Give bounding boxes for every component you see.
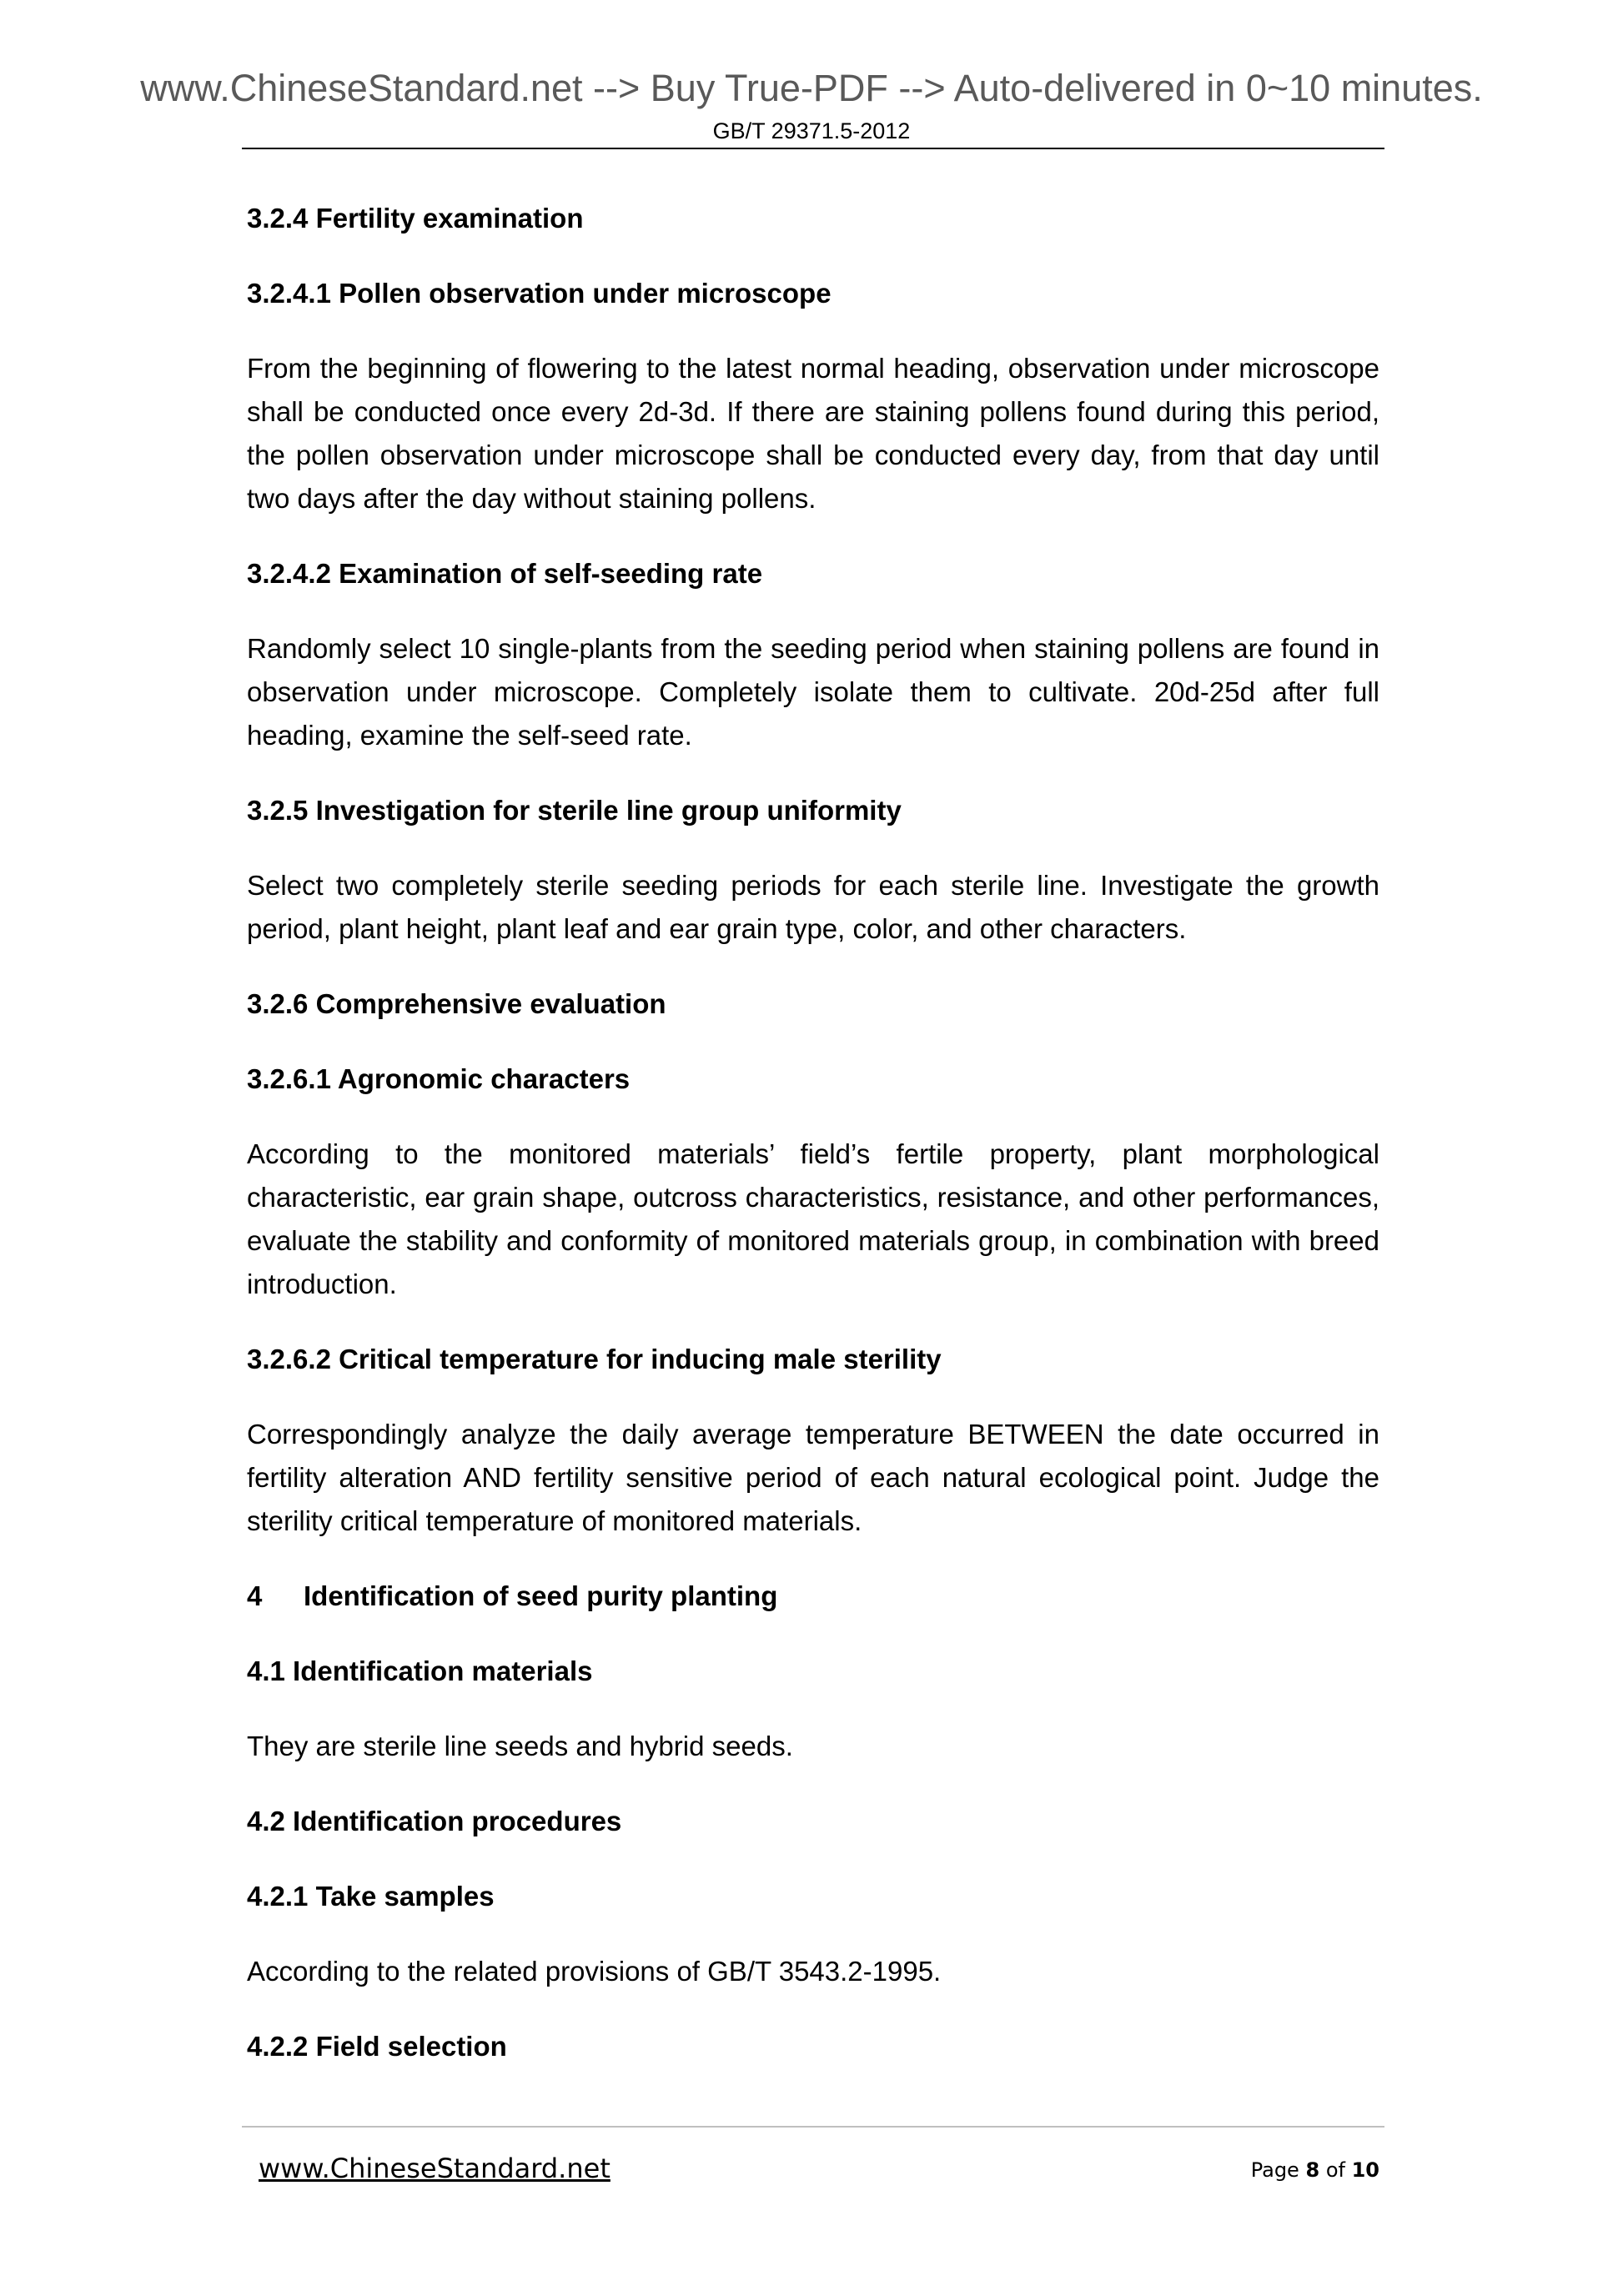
page-indicator: [1251, 2157, 1379, 2183]
paragraph-4-1: They are sterile line seeds and hybrid seeds.: [247, 1731, 793, 1761]
footer-site-link[interactable]: www.ChineseStandard.net: [259, 2153, 611, 2184]
paragraph-3-2-6-2: Correspondingly analyze the daily average temperature BETWEEN the date occurred in fertility alteration AND fertility sensitive period of each natural ecological point. Judge the sterility critical temperature of monitored materials.: [247, 1419, 1379, 1536]
top-banner-link[interactable]: www.ChineseStandard.net --> Buy True-PDF --> Auto-delivered in 0~10 minutes.: [140, 67, 1483, 109]
paragraph-3-2-6-1: According to the monitored materials’ field’s fertile property, plant morphological characteristic, ear grain shape, outcross characteristics, resistance, and other performances, evaluate the stability and conformity of monitored materials group, in combination with breed introduction.: [247, 1138, 1379, 1299]
section-number: 4: [247, 1580, 263, 1611]
heading-3-2-6-2: 3.2.6.2 Critical temperature for inducing male sterility: [247, 1344, 942, 1374]
footer-divider: [242, 2126, 1384, 2128]
heading-3-2-4-1: 3.2.4.1 Pollen observation under microscope: [247, 278, 832, 309]
paragraph-3-2-5: Select two completely sterile seeding periods for each sterile line. Investigate the growth period, plant height, plant leaf and ear grain type, color, and other characters.: [247, 870, 1379, 944]
page-of: of: [1325, 2158, 1345, 2182]
header-divider: [242, 148, 1384, 149]
document-body: [247, 197, 1379, 2100]
heading-4-2-2: 4.2.2 Field selection: [247, 2031, 507, 2062]
standard-code: GB/T 29371.5-2012: [712, 118, 911, 143]
heading-4-2-1: 4.2.1 Take samples: [247, 1881, 495, 1912]
paragraph-3-2-4-2: Randomly select 10 single-plants from the seeding period when staining pollens are found in observation under microscope. Completely isolate them to cultivate. 20d-25d after full heading, examine the self-seed rate.: [247, 633, 1379, 751]
heading-4: [247, 1575, 1379, 1618]
heading-3-2-6: 3.2.6 Comprehensive evaluation: [247, 988, 666, 1019]
heading-3-2-5: 3.2.5 Investigation for sterile line group uniformity: [247, 795, 902, 826]
heading-4-1: 4.1 Identification materials: [247, 1655, 593, 1686]
heading-3-2-6-1: 3.2.6.1 Agronomic characters: [247, 1063, 631, 1094]
page-total: 10: [1351, 2158, 1379, 2182]
paragraph-4-2-1: According to the related provisions of GB/T 3543.2-1995.: [247, 1956, 942, 1987]
section-title: Identification of seed purity planting: [304, 1580, 778, 1611]
page-current: 8: [1305, 2158, 1320, 2182]
heading-3-2-4: 3.2.4 Fertility examination: [247, 203, 584, 234]
heading-3-2-4-2: 3.2.4.2 Examination of self-seeding rate: [247, 558, 763, 589]
page-word: Page: [1250, 2158, 1299, 2182]
paragraph-3-2-4-1: From the beginning of flowering to the latest normal heading, observation under microscope shall be conducted once every 2d-3d. If there are staining pollens found during this period, the pollen observation under microscope shall be conducted every day, from that day until two days after the day without staining pollens.: [247, 353, 1379, 514]
heading-4-2: 4.2 Identification procedures: [247, 1806, 622, 1836]
